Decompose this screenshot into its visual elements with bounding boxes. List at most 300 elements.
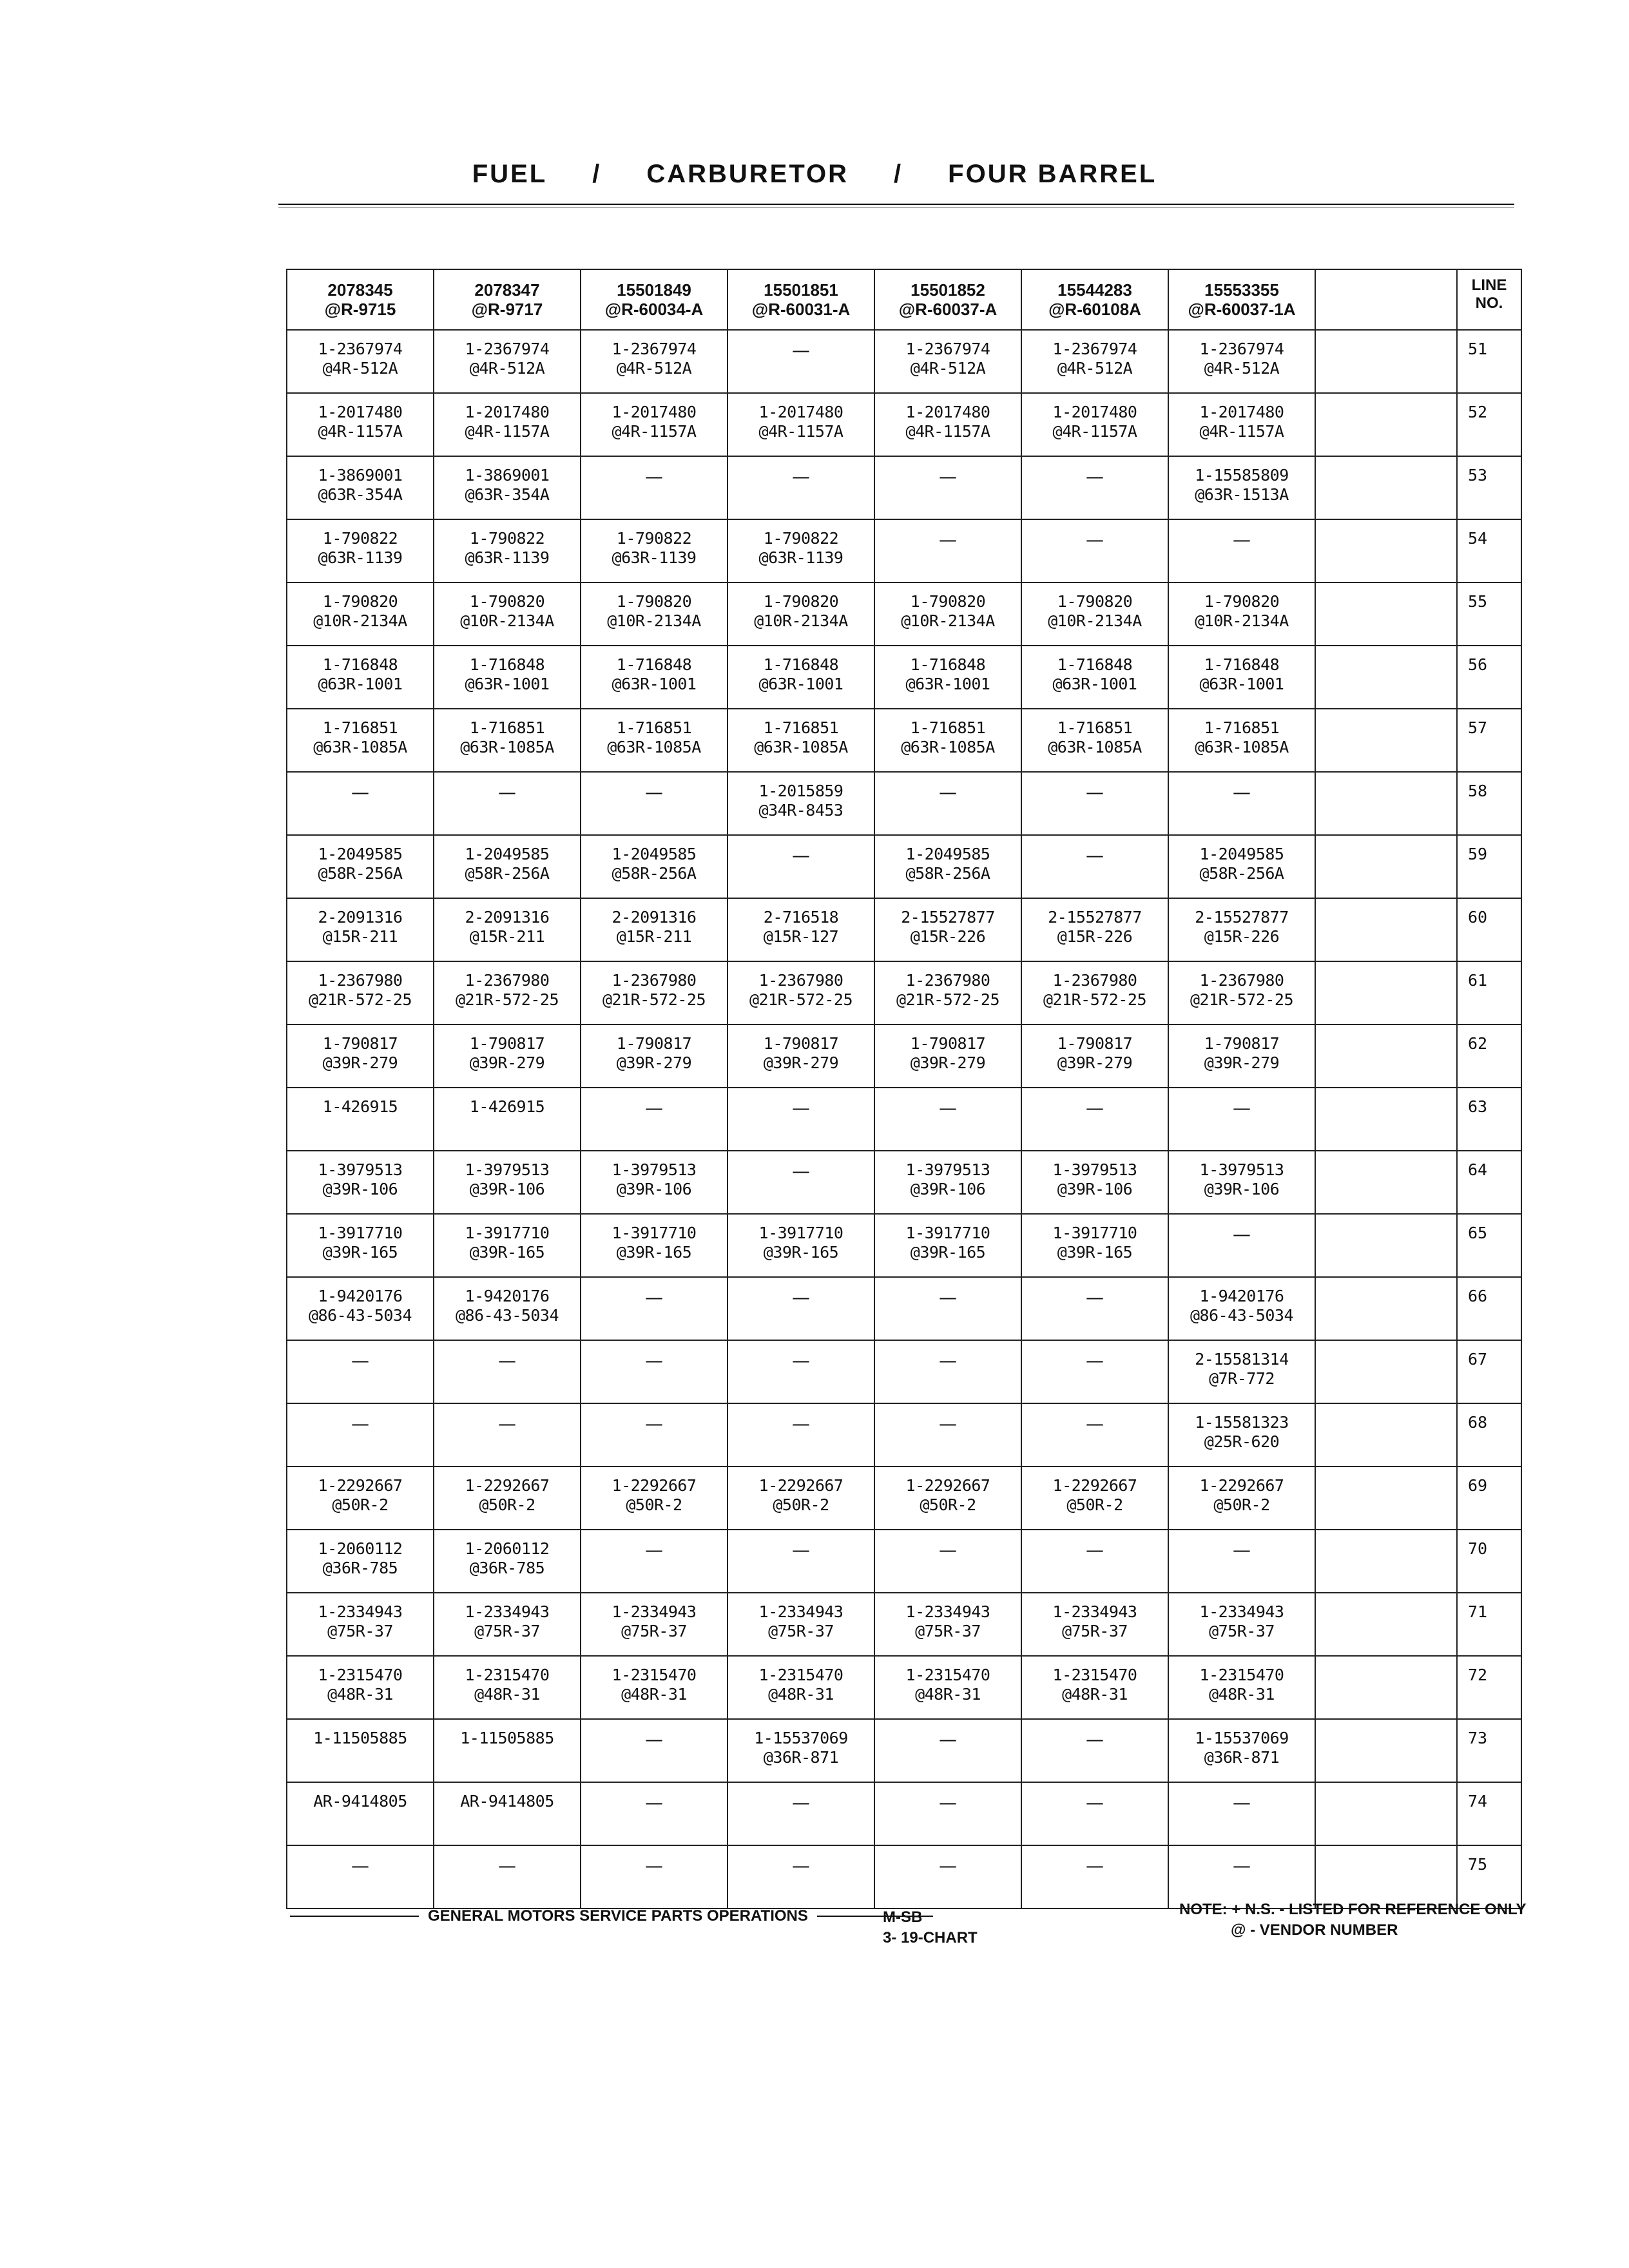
part-number: 1-2017480 [1052, 403, 1137, 421]
line-number: 59 [1467, 845, 1488, 863]
not-applicable-dash: — [645, 1413, 663, 1434]
vendor-number: @39R-106 [469, 1180, 545, 1198]
part-number: 1-9420176 [1199, 1287, 1284, 1305]
vendor-number: @63R-1085A [607, 738, 701, 756]
not-applicable-dash: — [1086, 1855, 1104, 1876]
vendor-number: @4R-1157A [1199, 422, 1284, 441]
part-number: 1-2315470 [612, 1666, 697, 1684]
table-cell [728, 1024, 874, 1088]
line-number-cell [1457, 898, 1521, 961]
table-cell [581, 961, 728, 1024]
not-applicable-dash: — [645, 1792, 663, 1813]
vendor-number: @15R-211 [469, 927, 545, 946]
line-number: 61 [1467, 971, 1488, 990]
table-cell [434, 1214, 581, 1277]
table-cell [1168, 961, 1315, 1024]
not-applicable-dash: — [792, 466, 810, 487]
line-number: 62 [1467, 1034, 1488, 1053]
part-number: 1-2049585 [905, 845, 990, 863]
table-cell [874, 1845, 1021, 1908]
vendor-number: @58R-256A [1199, 864, 1284, 883]
table-cell [581, 1593, 728, 1656]
table-cell [581, 646, 728, 709]
part-number: 1-790817 [469, 1034, 545, 1053]
vendor-number: @63R-1001 [612, 675, 697, 693]
table-cell [1168, 1656, 1315, 1719]
part-number: 1-2017480 [612, 403, 697, 421]
table-cell [874, 1530, 1021, 1593]
table-cell [1021, 1845, 1168, 1908]
vendor-number: @63R-1085A [1195, 738, 1289, 756]
line-number: 68 [1467, 1413, 1488, 1432]
line-number-cell [1457, 1593, 1521, 1656]
part-number: 1-790817 [616, 1034, 692, 1053]
part-number: 1-3979513 [1052, 1160, 1137, 1179]
table-cell [874, 1214, 1021, 1277]
table-cell [287, 709, 434, 772]
table-cell [728, 1719, 874, 1782]
table-cell [581, 393, 728, 456]
part-number: 1-716848 [616, 655, 692, 674]
table-cell [581, 709, 728, 772]
vendor-number: @75R-37 [768, 1622, 834, 1640]
table-row [287, 1466, 1521, 1530]
table-cell [1168, 1782, 1315, 1845]
vendor-number: @15R-127 [763, 927, 839, 946]
blank-cell [1315, 1719, 1457, 1782]
line-number-cell [1457, 1719, 1521, 1782]
table-cell [581, 898, 728, 961]
column-header: 15501849 @R-60034-A [581, 269, 728, 330]
part-number: 1-790820 [469, 592, 545, 611]
table-cell [874, 1088, 1021, 1151]
line-number: 58 [1467, 782, 1488, 800]
table-cell [874, 709, 1021, 772]
part-number: 1-9420176 [465, 1287, 550, 1305]
part-number: 1-3917710 [465, 1224, 550, 1242]
table-cell [874, 1151, 1021, 1214]
not-applicable-dash: — [792, 1160, 810, 1182]
table-cell [1021, 1466, 1168, 1530]
part-number: 1-2334943 [318, 1602, 403, 1621]
table-cell [1021, 519, 1168, 582]
part-number: 2-15581314 [1195, 1350, 1289, 1369]
column-header: 2078347 @R-9717 [434, 269, 581, 330]
not-applicable-dash: — [1233, 1855, 1251, 1876]
column-header: 15501851 @R-60031-A [728, 269, 874, 330]
part-number: 1-2292667 [905, 1476, 990, 1495]
blank-column-header [1315, 269, 1457, 330]
title-separator: / [592, 160, 602, 188]
table-cell [434, 898, 581, 961]
part-number: 1-2367974 [465, 340, 550, 358]
table-cell [728, 646, 874, 709]
table-cell [287, 1340, 434, 1403]
table-cell [1021, 1024, 1168, 1088]
not-applicable-dash: — [792, 1097, 810, 1119]
part-number: 1-3979513 [465, 1160, 550, 1179]
vendor-number: @39R-279 [1204, 1053, 1280, 1072]
table-cell [874, 1403, 1021, 1466]
vendor-number: @10R-2134A [1195, 611, 1289, 630]
vendor-number: @48R-31 [474, 1685, 540, 1704]
not-applicable-dash: — [792, 1413, 810, 1434]
table-cell [874, 898, 1021, 961]
blank-cell [1315, 393, 1457, 456]
part-number: 2-2091316 [612, 908, 697, 927]
part-number: 1-716848 [1057, 655, 1133, 674]
table-cell [287, 1656, 434, 1719]
table-row [287, 1782, 1521, 1845]
part-number: 1-3979513 [905, 1160, 990, 1179]
table-cell [1168, 1024, 1315, 1088]
blank-cell [1315, 709, 1457, 772]
vendor-number: @39R-106 [1204, 1180, 1280, 1198]
table-cell [1168, 1340, 1315, 1403]
not-applicable-dash: — [939, 1097, 957, 1119]
part-number: 1-790817 [910, 1034, 986, 1053]
table-cell [434, 1782, 581, 1845]
footer-note-line2: @ - VENDOR NUMBER [1231, 1921, 1398, 1939]
blank-cell [1315, 456, 1457, 519]
title-divider [278, 204, 1514, 205]
part-number: 1-790817 [1057, 1034, 1133, 1053]
line-number: 65 [1467, 1224, 1488, 1242]
line-number: 57 [1467, 718, 1488, 737]
table-cell [581, 772, 728, 835]
part-number: 1-2015859 [758, 782, 843, 800]
table-cell [1168, 1593, 1315, 1656]
table-cell [434, 1593, 581, 1656]
table-row [287, 1593, 1521, 1656]
blank-cell [1315, 1593, 1457, 1656]
part-number: 1-2017480 [318, 403, 403, 421]
not-applicable-dash: — [1086, 1729, 1104, 1750]
table-cell [434, 1151, 581, 1214]
part-number: 1-716848 [322, 655, 398, 674]
vendor-number: @4R-1157A [905, 422, 990, 441]
part-number: 1-2367974 [318, 340, 403, 358]
not-applicable-dash: — [939, 1792, 957, 1813]
line-number: 54 [1467, 529, 1488, 548]
not-applicable-dash: — [1233, 782, 1251, 803]
vendor-number: @63R-1139 [465, 548, 550, 567]
not-applicable-dash: — [1233, 1097, 1251, 1119]
line-number: 67 [1467, 1350, 1488, 1369]
part-number: 1-2334943 [465, 1602, 550, 1621]
table-cell [434, 519, 581, 582]
table-row [287, 961, 1521, 1024]
vendor-number: @63R-354A [465, 485, 550, 504]
not-applicable-dash: — [1086, 529, 1104, 550]
part-number: 1-3917710 [758, 1224, 843, 1242]
part-number: 1-2315470 [1052, 1666, 1137, 1684]
vendor-number: @58R-256A [318, 864, 403, 883]
line-number: 55 [1467, 592, 1488, 611]
line-number: 56 [1467, 655, 1488, 674]
table-cell [1168, 772, 1315, 835]
line-number: 71 [1467, 1602, 1488, 1621]
table-cell [1021, 1403, 1168, 1466]
line-number: 69 [1467, 1476, 1488, 1495]
table-cell [434, 1656, 581, 1719]
vendor-number: @39R-165 [616, 1243, 692, 1262]
vendor-number: @58R-256A [905, 864, 990, 883]
part-number: 2-2091316 [465, 908, 550, 927]
vendor-number: @63R-1001 [1052, 675, 1137, 693]
vendor-number: @36R-785 [469, 1559, 545, 1577]
part-number: 1-2292667 [1052, 1476, 1137, 1495]
part-number: 1-716851 [1057, 718, 1133, 737]
line-number: 73 [1467, 1729, 1488, 1747]
line-number: 74 [1467, 1792, 1488, 1811]
not-applicable-dash: — [939, 1855, 957, 1876]
part-number: 1-2292667 [465, 1476, 550, 1495]
line-number-cell [1457, 1530, 1521, 1593]
footer-code-line1: M-SB [883, 1908, 923, 1926]
table-cell [287, 330, 434, 393]
vendor-number: @63R-1085A [460, 738, 554, 756]
vendor-number: @63R-1139 [318, 548, 403, 567]
table-cell [1021, 1214, 1168, 1277]
table-cell [581, 1719, 728, 1782]
part-number: 2-15527877 [1048, 908, 1142, 927]
part-number: 2-716518 [763, 908, 839, 927]
line-number-cell [1457, 330, 1521, 393]
table-cell [287, 1277, 434, 1340]
table-cell [728, 330, 874, 393]
line-number: 53 [1467, 466, 1488, 485]
table-cell [434, 961, 581, 1024]
table-cell [1168, 646, 1315, 709]
line-number-cell [1457, 1782, 1521, 1845]
part-number: 1-3917710 [612, 1224, 697, 1242]
vendor-number: @48R-31 [1062, 1685, 1128, 1704]
vendor-number: @48R-31 [327, 1685, 393, 1704]
table-cell [1168, 330, 1315, 393]
part-number: 1-2060112 [318, 1539, 403, 1558]
table-cell [1021, 772, 1168, 835]
table-cell [434, 393, 581, 456]
table-cell [874, 646, 1021, 709]
footer-code-line2: 3- 19-CHART [883, 1929, 978, 1946]
table-cell [581, 1214, 728, 1277]
part-number: 1-2315470 [318, 1666, 403, 1684]
table-cell [1168, 709, 1315, 772]
vendor-number: @4R-1157A [612, 422, 697, 441]
line-number: 66 [1467, 1287, 1488, 1305]
table-cell [1168, 1088, 1315, 1151]
table-cell [581, 1466, 728, 1530]
vendor-number: @63R-1001 [1199, 675, 1284, 693]
table-row [287, 646, 1521, 709]
vendor-number: @75R-37 [327, 1622, 393, 1640]
part-number: 1-3917710 [905, 1224, 990, 1242]
part-number: 1-2315470 [758, 1666, 843, 1684]
part-number: 1-2049585 [1199, 845, 1284, 863]
vendor-number: @50R-2 [626, 1495, 682, 1514]
table-cell [728, 835, 874, 898]
vendor-number: @39R-106 [322, 1180, 398, 1198]
part-number: 1-11505885 [313, 1729, 407, 1747]
vendor-number: @39R-279 [1057, 1053, 1133, 1072]
table-cell [287, 582, 434, 646]
part-number: 1-790817 [1204, 1034, 1280, 1053]
vendor-number: @10R-2134A [313, 611, 407, 630]
not-applicable-dash: — [498, 1413, 516, 1434]
vendor-number: @21R-572-25 [1043, 990, 1147, 1009]
vendor-number: @63R-1001 [905, 675, 990, 693]
not-applicable-dash: — [939, 529, 957, 550]
part-number: 1-2049585 [465, 845, 550, 863]
vendor-number: @15R-211 [322, 927, 398, 946]
page-title [0, 160, 1629, 189]
table-row [287, 1656, 1521, 1719]
line-number-cell [1457, 1466, 1521, 1530]
blank-cell [1315, 1088, 1457, 1151]
table-cell [1021, 393, 1168, 456]
not-applicable-dash: — [645, 1097, 663, 1119]
table-cell [581, 1277, 728, 1340]
not-applicable-dash: — [645, 1539, 663, 1561]
part-number: 1-716851 [322, 718, 398, 737]
part-number: 1-2017480 [465, 403, 550, 421]
table-row [287, 1403, 1521, 1466]
vendor-number: @10R-2134A [754, 611, 848, 630]
line-number-cell [1457, 1340, 1521, 1403]
table-cell [581, 1530, 728, 1593]
not-applicable-dash: — [498, 1855, 516, 1876]
blank-cell [1315, 519, 1457, 582]
table-cell [1021, 1340, 1168, 1403]
not-applicable-dash: — [1086, 845, 1104, 866]
vendor-number: @63R-1085A [754, 738, 848, 756]
table-cell [874, 1656, 1021, 1719]
vendor-number: @4R-512A [1204, 359, 1280, 378]
table-cell [1168, 1214, 1315, 1277]
vendor-number: @39R-279 [763, 1053, 839, 1072]
part-number: 1-790822 [469, 529, 545, 548]
table-cell [728, 1530, 874, 1593]
table-cell [434, 835, 581, 898]
vendor-number: @63R-1085A [901, 738, 995, 756]
vendor-number: @39R-165 [910, 1243, 986, 1262]
vendor-number: @75R-37 [474, 1622, 540, 1640]
not-applicable-dash: — [1233, 1539, 1251, 1561]
table-cell [287, 519, 434, 582]
table-cell [287, 1593, 434, 1656]
part-number: 1-716851 [1204, 718, 1280, 737]
table-cell [728, 898, 874, 961]
part-number: 1-15537069 [1195, 1729, 1289, 1747]
part-number: 1-3917710 [1052, 1224, 1137, 1242]
vendor-number: @50R-2 [1213, 1495, 1270, 1514]
table-row [287, 709, 1521, 772]
line-number: 63 [1467, 1097, 1488, 1116]
table-cell [581, 1340, 728, 1403]
table-cell [434, 1845, 581, 1908]
line-number: 51 [1467, 340, 1488, 358]
table-cell [434, 330, 581, 393]
not-applicable-dash: — [645, 466, 663, 487]
table-cell [1021, 1593, 1168, 1656]
blank-cell [1315, 646, 1457, 709]
part-number: 1-3917710 [318, 1224, 403, 1242]
vendor-number: @21R-572-25 [308, 990, 412, 1009]
line-number-cell [1457, 772, 1521, 835]
part-number: 1-2367980 [465, 971, 550, 990]
part-number: 1-790822 [322, 529, 398, 548]
vendor-number: @39R-279 [616, 1053, 692, 1072]
part-number: 1-2334943 [905, 1602, 990, 1621]
table-cell [728, 709, 874, 772]
table-cell [874, 330, 1021, 393]
part-number: 1-716851 [763, 718, 839, 737]
table-cell [874, 835, 1021, 898]
line-number-cell [1457, 582, 1521, 646]
vendor-number: @63R-1139 [612, 548, 697, 567]
not-applicable-dash: — [939, 1287, 957, 1308]
blank-cell [1315, 1403, 1457, 1466]
line-number-cell [1457, 1214, 1521, 1277]
part-number: 1-3869001 [318, 466, 403, 485]
column-header: 15501852 @R-60037-A [874, 269, 1021, 330]
table-cell [728, 1340, 874, 1403]
table-cell [1021, 709, 1168, 772]
vendor-number: @15R-226 [910, 927, 986, 946]
table-row [287, 835, 1521, 898]
not-applicable-dash: — [792, 1855, 810, 1876]
part-number: 1-2334943 [1199, 1602, 1284, 1621]
part-number: 1-3869001 [465, 466, 550, 485]
footer-org-text: GENERAL MOTORS SERVICE PARTS OPERATIONS [428, 1907, 808, 1925]
table-cell [1168, 1151, 1315, 1214]
part-number: 2-2091316 [318, 908, 403, 927]
vendor-number: @39R-106 [910, 1180, 986, 1198]
part-number: 1-11505885 [460, 1729, 554, 1747]
table-row [287, 1277, 1521, 1340]
not-applicable-dash: — [1233, 1224, 1251, 1245]
table-cell [287, 898, 434, 961]
part-number: 1-790822 [616, 529, 692, 548]
table-cell [581, 1656, 728, 1719]
part-number: 1-2367974 [1052, 340, 1137, 358]
not-applicable-dash: — [498, 782, 516, 803]
part-number: 1-2060112 [465, 1539, 550, 1558]
footer-note-line1: NOTE: + N.S. - LISTED FOR REFERENCE ONLY [1179, 1901, 1527, 1918]
vendor-number: @50R-2 [920, 1495, 976, 1514]
part-number: 1-790820 [322, 592, 398, 611]
table-cell [874, 1340, 1021, 1403]
vendor-number: @34R-8453 [758, 801, 843, 820]
part-number: 1-2292667 [612, 1476, 697, 1495]
vendor-number: @39R-165 [1057, 1243, 1133, 1262]
column-header: 2078345 @R-9715 [287, 269, 434, 330]
vendor-number: @58R-256A [465, 864, 550, 883]
vendor-number: @15R-226 [1057, 927, 1133, 946]
table-cell [434, 1088, 581, 1151]
table-cell [434, 1277, 581, 1340]
vendor-number: @21R-572-25 [1190, 990, 1294, 1009]
table-cell [287, 1024, 434, 1088]
blank-cell [1315, 835, 1457, 898]
table-cell [1168, 1719, 1315, 1782]
table-cell [1021, 456, 1168, 519]
blank-cell [1315, 1466, 1457, 1530]
line-number: 64 [1467, 1160, 1488, 1179]
table-cell [434, 1530, 581, 1593]
table-cell [434, 1340, 581, 1403]
